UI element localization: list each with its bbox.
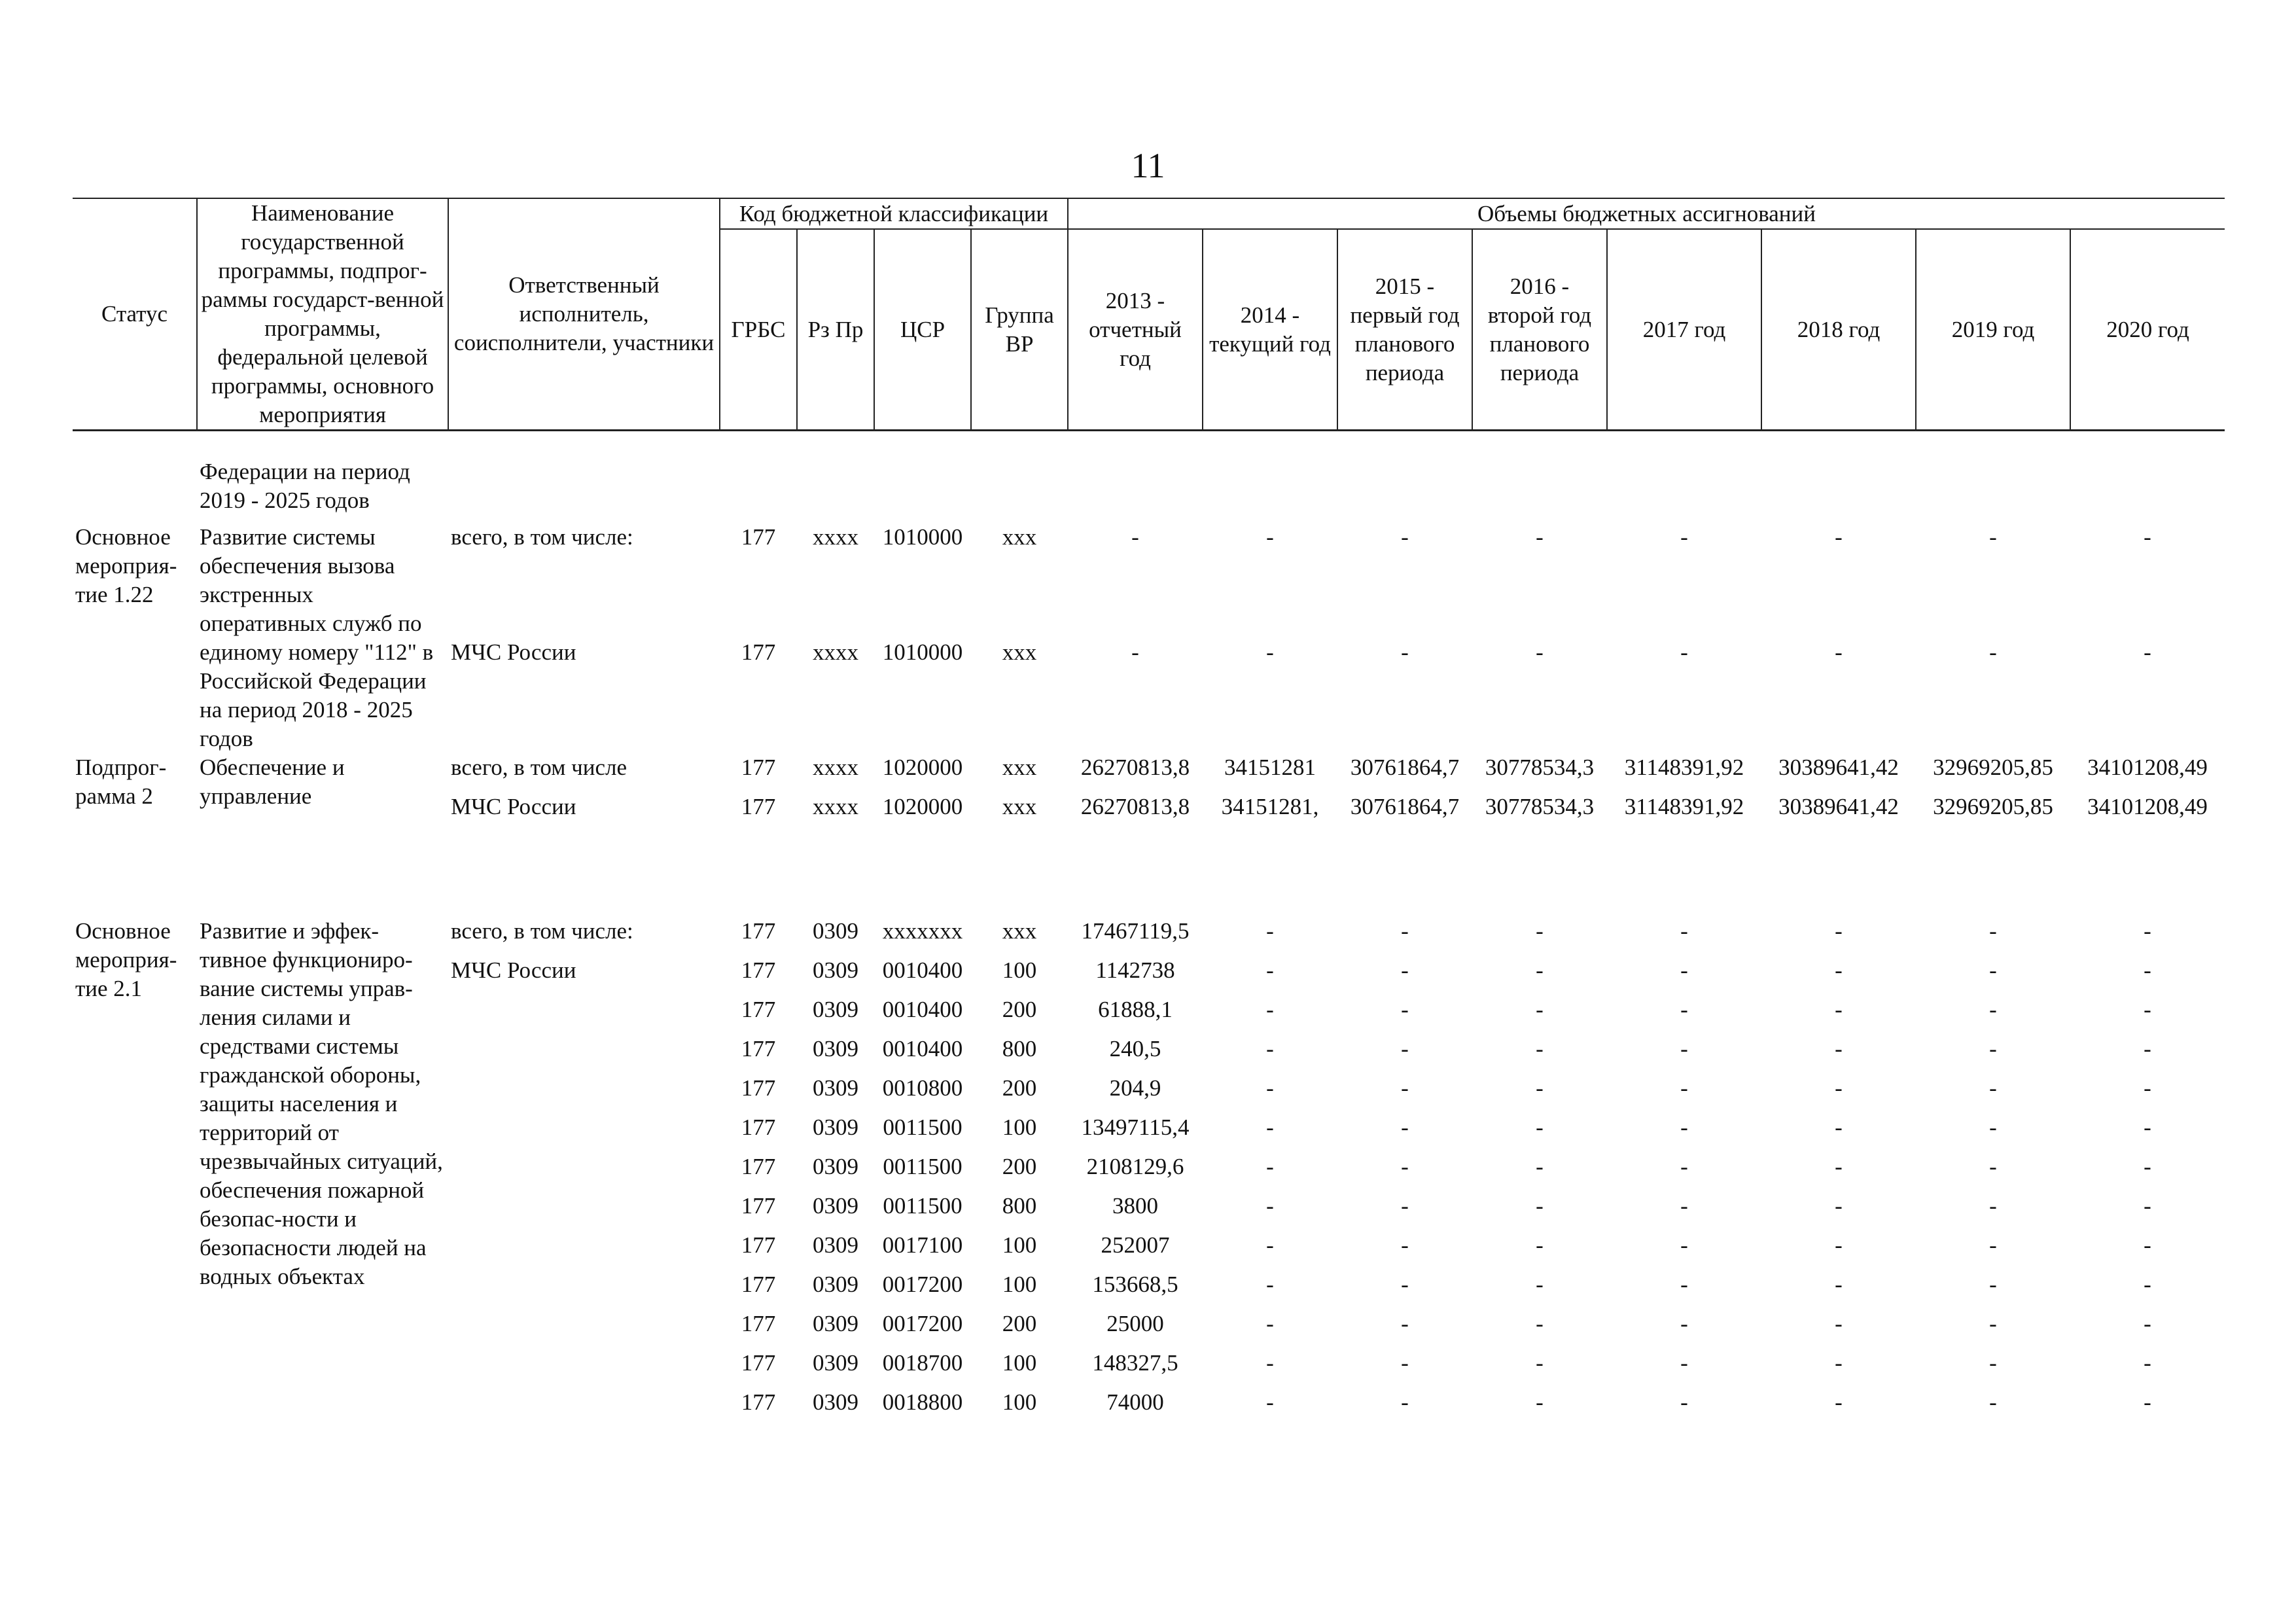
- value-2018-cell: -: [1835, 997, 1843, 1022]
- value-2013-cell: 3800: [1112, 1193, 1158, 1219]
- value-2018-cell: -: [1835, 1389, 1843, 1415]
- value-2014-cell: -: [1266, 1075, 1274, 1101]
- value-2017-cell: -: [1680, 639, 1688, 665]
- value-2013-cell: 148327,5: [1092, 1350, 1178, 1376]
- value-2019-cell: -: [1989, 524, 1997, 550]
- csr-cell: 0011500: [883, 1193, 963, 1219]
- vr-cell: 800: [1002, 1193, 1037, 1219]
- vr-cell: 200: [1002, 1075, 1037, 1101]
- value-2013-cell: 204,9: [1109, 1075, 1161, 1101]
- responsible-cell: [448, 995, 720, 1035]
- responsible-cell: всего, в том числе:: [451, 524, 633, 550]
- value-2015-cell: -: [1401, 1115, 1409, 1140]
- value-2017-cell: -: [1680, 918, 1688, 944]
- header-year-2017: 2017 год: [1607, 229, 1761, 430]
- rzpr-cell: xxxx: [813, 794, 858, 819]
- vr-cell: xxx: [1002, 918, 1037, 944]
- value-2016-cell: -: [1536, 639, 1544, 665]
- value-2020-cell: -: [2144, 1036, 2151, 1061]
- value-2013-cell: 1142738: [1095, 957, 1175, 983]
- value-2019-cell: 32969205,85: [1933, 755, 2053, 780]
- value-2014-cell: -: [1266, 1272, 1274, 1297]
- grbs-cell: 177: [741, 1193, 776, 1219]
- value-2014-cell: -: [1266, 1232, 1274, 1258]
- rzpr-cell: 0309: [813, 1154, 858, 1179]
- value-2017-cell: -: [1680, 1272, 1688, 1297]
- header-status: Статус: [73, 198, 197, 431]
- grbs-cell: 177: [741, 755, 776, 780]
- grbs-cell: 177: [741, 524, 776, 550]
- program-name-cell: Развитие системы обеспечения вызова экстренных оперативных служб по единому номеру "112" в Российской Федерации на период 2018 - 2025 годов: [200, 524, 434, 751]
- value-2016-cell: 30778534,3: [1485, 794, 1595, 819]
- value-2017-cell: 31148391,92: [1624, 794, 1744, 819]
- value-2018-cell: -: [1835, 1232, 1843, 1258]
- value-2015-cell: -: [1401, 957, 1409, 983]
- rzpr-cell: 0309: [813, 1311, 858, 1336]
- header-year-2014: 2014 - текущий год: [1203, 229, 1337, 430]
- header-grbs: ГРБС: [720, 229, 797, 430]
- program-name-cell: Развитие и эффек-тивное функциониро-вание системы управ-ления силами и средствами системы гражданской обороны, защиты населения и территорий от чрезвычайных ситуаций, обеспечения пожарной безопас-ности и безопасности людей на водных объектах: [200, 918, 443, 1289]
- csr-cell: 1010000: [882, 524, 963, 550]
- grbs-cell: 177: [741, 1350, 776, 1376]
- value-2019-cell: -: [1989, 957, 1997, 983]
- value-2015-cell: -: [1401, 1193, 1409, 1219]
- grbs-cell: 177: [741, 1115, 776, 1140]
- value-2016-cell: -: [1536, 1311, 1544, 1336]
- header-vr: Группа ВР: [971, 229, 1068, 430]
- csr-cell: 0018700: [882, 1350, 963, 1376]
- value-2016-cell: -: [1536, 1193, 1544, 1219]
- rzpr-cell: 0309: [813, 997, 858, 1022]
- rzpr-cell: 0309: [813, 1232, 858, 1258]
- value-2015-cell: -: [1401, 1311, 1409, 1336]
- status-cell: Основное мероприя-тие 1.22: [75, 524, 177, 607]
- value-2018-cell: -: [1835, 918, 1843, 944]
- csr-cell: 1010000: [882, 639, 963, 665]
- value-2014-cell: -: [1266, 1115, 1274, 1140]
- value-2020-cell: -: [2144, 957, 2151, 983]
- value-2014-cell: -: [1266, 1311, 1274, 1336]
- value-2020-cell: -: [2144, 997, 2151, 1022]
- grbs-cell: 177: [741, 794, 776, 819]
- value-2020-cell: -: [2144, 1075, 2151, 1101]
- value-2016-cell: -: [1536, 1036, 1544, 1061]
- value-2017-cell: -: [1680, 1389, 1688, 1415]
- grbs-cell: 177: [741, 1389, 776, 1415]
- value-2013-cell: 26270813,8: [1080, 755, 1190, 780]
- vr-cell: 100: [1002, 957, 1037, 983]
- responsible-cell: [448, 1231, 720, 1270]
- value-2015-cell: -: [1401, 524, 1409, 550]
- value-2015-cell: 30761864,7: [1350, 794, 1460, 819]
- value-2015-cell: 30761864,7: [1350, 755, 1460, 780]
- value-2017-cell: -: [1680, 524, 1688, 550]
- value-2013-cell: 25000: [1106, 1311, 1164, 1336]
- table-row: [73, 753, 2225, 793]
- responsible-cell: всего, в том числе: [451, 755, 627, 780]
- value-2020-cell: -: [2144, 1311, 2151, 1336]
- grbs-cell: 177: [741, 1272, 776, 1297]
- value-2020-cell: -: [2144, 1193, 2151, 1219]
- csr-cell: 0011500: [883, 1154, 963, 1179]
- value-2018-cell: -: [1835, 957, 1843, 983]
- value-2020-cell: -: [2144, 1232, 2151, 1258]
- rzpr-cell: 0309: [813, 1193, 858, 1219]
- value-2014-cell: -: [1266, 1154, 1274, 1179]
- value-2018-cell: -: [1835, 1075, 1843, 1101]
- rzpr-cell: 0309: [813, 1115, 858, 1140]
- value-2013-cell: 240,5: [1109, 1036, 1161, 1061]
- rzpr-cell: 0309: [813, 957, 858, 983]
- value-2014-cell: 34151281: [1224, 755, 1316, 780]
- value-2018-cell: -: [1835, 1154, 1843, 1179]
- value-2015-cell: -: [1401, 1350, 1409, 1376]
- rzpr-cell: xxxx: [813, 524, 858, 550]
- value-2020-cell: -: [2144, 1272, 2151, 1297]
- responsible-cell: всего, в том числе:: [451, 918, 633, 944]
- value-2019-cell: -: [1989, 1272, 1997, 1297]
- value-2018-cell: -: [1835, 639, 1843, 665]
- vr-cell: 100: [1002, 1272, 1037, 1297]
- value-2013-cell: -: [1131, 639, 1139, 665]
- rzpr-cell: 0309: [813, 1350, 858, 1376]
- value-2014-cell: -: [1266, 639, 1274, 665]
- responsible-cell: [448, 1035, 720, 1074]
- responsible-cell: [448, 1113, 720, 1152]
- value-2014-cell: -: [1266, 1193, 1274, 1219]
- value-2014-cell: -: [1266, 918, 1274, 944]
- responsible-cell: МЧС России: [451, 957, 576, 983]
- vr-cell: 800: [1002, 1036, 1037, 1061]
- value-2018-cell: -: [1835, 1272, 1843, 1297]
- value-2016-cell: -: [1536, 1232, 1544, 1258]
- value-2013-cell: 2108129,6: [1086, 1154, 1184, 1179]
- csr-cell: 0018800: [882, 1389, 963, 1415]
- header-budget-volume-group: Объемы бюджетных ассигнований: [1068, 198, 2225, 229]
- value-2014-cell: 34151281,: [1221, 794, 1319, 819]
- value-2019-cell: -: [1989, 1389, 1997, 1415]
- value-2020-cell: 34101208,49: [2087, 794, 2208, 819]
- rzpr-cell: 0309: [813, 1036, 858, 1061]
- responsible-cell: МЧС России: [451, 794, 576, 819]
- value-2018-cell: -: [1835, 1193, 1843, 1219]
- value-2015-cell: -: [1401, 639, 1409, 665]
- value-2016-cell: -: [1536, 918, 1544, 944]
- value-2019-cell: -: [1989, 1115, 1997, 1140]
- value-2015-cell: -: [1401, 1389, 1409, 1415]
- value-2017-cell: -: [1680, 997, 1688, 1022]
- responsible-cell: [448, 1388, 720, 1427]
- value-2016-cell: -: [1536, 957, 1544, 983]
- header-year-2015: 2015 - первый год планового периода: [1337, 229, 1472, 430]
- csr-cell: 1020000: [882, 755, 963, 780]
- header-year-2020: 2020 год: [2070, 229, 2225, 430]
- header-responsible: Ответственный исполнитель, соисполнители, участники: [448, 198, 720, 431]
- value-2016-cell: -: [1536, 524, 1544, 550]
- value-2015-cell: -: [1401, 1272, 1409, 1297]
- value-2016-cell: -: [1536, 997, 1544, 1022]
- rzpr-cell: xxxx: [813, 639, 858, 665]
- vr-cell: xxx: [1002, 639, 1037, 665]
- value-2019-cell: -: [1989, 1154, 1997, 1179]
- vr-cell: xxx: [1002, 794, 1037, 819]
- value-2019-cell: -: [1989, 1075, 1997, 1101]
- value-2017-cell: -: [1680, 1350, 1688, 1376]
- vr-cell: 200: [1002, 1311, 1037, 1336]
- value-2017-cell: -: [1680, 1193, 1688, 1219]
- value-2015-cell: -: [1401, 1232, 1409, 1258]
- value-2014-cell: -: [1266, 957, 1274, 983]
- value-2013-cell: -: [1131, 524, 1139, 550]
- value-2017-cell: -: [1680, 1311, 1688, 1336]
- value-2017-cell: -: [1680, 1232, 1688, 1258]
- csr-cell: 0011500: [883, 1115, 963, 1140]
- value-2020-cell: -: [2144, 524, 2151, 550]
- rzpr-cell: xxxx: [813, 755, 858, 780]
- vr-cell: 200: [1002, 997, 1037, 1022]
- responsible-cell: [448, 1270, 720, 1310]
- grbs-cell: 177: [741, 957, 776, 983]
- value-2016-cell: 30778534,3: [1485, 755, 1595, 780]
- value-2019-cell: -: [1989, 997, 1997, 1022]
- csr-cell: 0010400: [882, 1036, 963, 1061]
- value-2017-cell: -: [1680, 1115, 1688, 1140]
- rzpr-cell: 0309: [813, 1389, 858, 1415]
- value-2020-cell: -: [2144, 1389, 2151, 1415]
- grbs-cell: 177: [741, 1232, 776, 1258]
- rzpr-cell: 0309: [813, 1075, 858, 1101]
- vr-cell: xxx: [1002, 524, 1037, 550]
- value-2014-cell: -: [1266, 524, 1274, 550]
- status-cell: Подпрог-рамма 2: [75, 755, 167, 809]
- value-2018-cell: -: [1835, 1311, 1843, 1336]
- responsible-cell: [448, 1310, 720, 1349]
- value-2019-cell: -: [1989, 1311, 1997, 1336]
- value-2020-cell: -: [2144, 1115, 2151, 1140]
- budget-table: [73, 198, 2225, 1427]
- header-year-2013: 2013 - отчетный год: [1068, 229, 1203, 430]
- vr-cell: 100: [1002, 1232, 1037, 1258]
- value-2013-cell: 26270813,8: [1080, 794, 1190, 819]
- block-spacer: [73, 832, 2225, 917]
- vr-cell: 100: [1002, 1350, 1037, 1376]
- value-2019-cell: 32969205,85: [1933, 794, 2053, 819]
- grbs-cell: 177: [741, 639, 776, 665]
- value-2018-cell: 30389641,42: [1778, 794, 1899, 819]
- vr-cell: 100: [1002, 1389, 1037, 1415]
- grbs-cell: 177: [741, 1036, 776, 1061]
- value-2016-cell: -: [1536, 1115, 1544, 1140]
- value-2015-cell: -: [1401, 1036, 1409, 1061]
- value-2014-cell: -: [1266, 1389, 1274, 1415]
- value-2017-cell: -: [1680, 1154, 1688, 1179]
- value-2020-cell: -: [2144, 1350, 2151, 1376]
- vr-cell: xxx: [1002, 755, 1037, 780]
- value-2017-cell: -: [1680, 1036, 1688, 1061]
- csr-cell: 0010800: [882, 1075, 963, 1101]
- value-2020-cell: -: [2144, 639, 2151, 665]
- csr-cell: xxxxxxx: [882, 918, 963, 944]
- continuation-text: Федерации на период 2019 - 2025 годов: [200, 459, 410, 513]
- grbs-cell: 177: [741, 1311, 776, 1336]
- value-2015-cell: -: [1401, 997, 1409, 1022]
- value-2015-cell: -: [1401, 918, 1409, 944]
- vr-cell: 200: [1002, 1154, 1037, 1179]
- continuation-row: [73, 457, 2225, 523]
- header-budget-code-group: Код бюджетной классификации: [720, 198, 1068, 229]
- csr-cell: 0010400: [882, 957, 963, 983]
- value-2018-cell: -: [1835, 1115, 1843, 1140]
- responsible-cell: МЧС России: [451, 639, 576, 665]
- value-2020-cell: -: [2144, 1154, 2151, 1179]
- value-2016-cell: -: [1536, 1154, 1544, 1179]
- value-2016-cell: -: [1536, 1350, 1544, 1376]
- value-2015-cell: -: [1401, 1154, 1409, 1179]
- rzpr-cell: 0309: [813, 918, 858, 944]
- csr-cell: 0017200: [882, 1311, 963, 1336]
- value-2016-cell: -: [1536, 1272, 1544, 1297]
- value-2013-cell: 13497115,4: [1081, 1115, 1190, 1140]
- value-2020-cell: 34101208,49: [2087, 755, 2208, 780]
- value-2014-cell: -: [1266, 1350, 1274, 1376]
- table-body: [73, 431, 2225, 1428]
- page-number: 11: [1131, 146, 1165, 185]
- value-2017-cell: 31148391,92: [1624, 755, 1744, 780]
- program-name-cell: Обеспечение и управление: [200, 755, 345, 809]
- value-2017-cell: -: [1680, 957, 1688, 983]
- value-2013-cell: 252007: [1101, 1232, 1170, 1258]
- value-2014-cell: -: [1266, 997, 1274, 1022]
- value-2019-cell: -: [1989, 1036, 1997, 1061]
- header-year-2018: 2018 год: [1761, 229, 1916, 430]
- value-2017-cell: -: [1680, 1075, 1688, 1101]
- header-year-2016: 2016 - второй год планового периода: [1472, 229, 1607, 430]
- value-2014-cell: -: [1266, 1036, 1274, 1061]
- value-2018-cell: -: [1835, 524, 1843, 550]
- grbs-cell: 177: [741, 1075, 776, 1101]
- table-row: [73, 917, 2225, 956]
- value-2019-cell: -: [1989, 1232, 1997, 1258]
- value-2020-cell: -: [2144, 918, 2151, 944]
- header-year-2019: 2019 год: [1916, 229, 2070, 430]
- value-2019-cell: -: [1989, 918, 1997, 944]
- value-2018-cell: -: [1835, 1036, 1843, 1061]
- value-2016-cell: -: [1536, 1075, 1544, 1101]
- responsible-cell: [448, 1349, 720, 1388]
- grbs-cell: 177: [741, 997, 776, 1022]
- header-rzpr: Рз Пр: [797, 229, 874, 430]
- value-2015-cell: -: [1401, 1075, 1409, 1101]
- grbs-cell: 177: [741, 1154, 776, 1179]
- value-2016-cell: -: [1536, 1389, 1544, 1415]
- csr-cell: 1020000: [882, 794, 963, 819]
- header-csr: ЦСР: [874, 229, 971, 430]
- grbs-cell: 177: [741, 918, 776, 944]
- value-2013-cell: 61888,1: [1098, 997, 1173, 1022]
- value-2018-cell: -: [1835, 1350, 1843, 1376]
- table-row: [73, 523, 2225, 638]
- status-cell: Основное мероприя-тие 2.1: [75, 918, 177, 1001]
- value-2019-cell: -: [1989, 639, 1997, 665]
- csr-cell: 0017200: [882, 1272, 963, 1297]
- value-2019-cell: -: [1989, 1193, 1997, 1219]
- value-2018-cell: 30389641,42: [1778, 755, 1899, 780]
- table-header: [73, 198, 2225, 431]
- header-program-name: Наименование государственной программы, подпрог-раммы государст-венной программы, федеральной целевой программы, основного мероприятия: [197, 198, 448, 431]
- vr-cell: 100: [1002, 1115, 1037, 1140]
- rzpr-cell: 0309: [813, 1272, 858, 1297]
- csr-cell: 0010400: [882, 997, 963, 1022]
- responsible-cell: [448, 1152, 720, 1192]
- responsible-cell: [448, 1192, 720, 1231]
- value-2019-cell: -: [1989, 1350, 1997, 1376]
- value-2013-cell: 74000: [1106, 1389, 1164, 1415]
- value-2013-cell: 153668,5: [1092, 1272, 1178, 1297]
- value-2013-cell: 17467119,5: [1081, 918, 1190, 944]
- csr-cell: 0017100: [882, 1232, 963, 1258]
- responsible-cell: [448, 1074, 720, 1113]
